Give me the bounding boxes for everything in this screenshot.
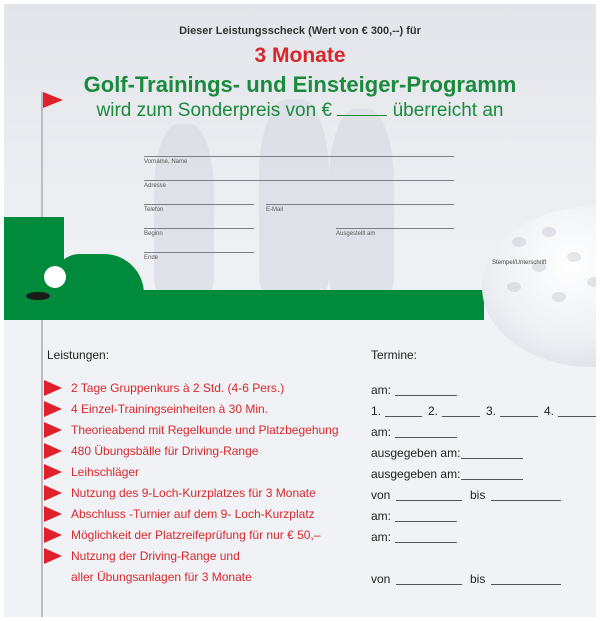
program-title: Golf-Trainings- und Einsteiger-Programm xyxy=(83,72,517,97)
date-blank[interactable] xyxy=(395,437,457,438)
end-label: Ende xyxy=(144,255,159,261)
duration-title: 3 Monate xyxy=(254,44,346,67)
address-label: Adresse xyxy=(144,183,167,189)
date-blank[interactable] xyxy=(396,500,462,501)
email-line[interactable] xyxy=(266,204,454,205)
name-label: Vorname, Name xyxy=(144,159,188,165)
date-am-label: am: xyxy=(371,509,392,523)
dates-heading: Termine: xyxy=(371,348,418,362)
voucher-card xyxy=(4,4,596,617)
golf-green-band xyxy=(4,290,484,320)
arrow-icon xyxy=(44,443,62,459)
service-item: 4 Einzel-Trainingseinheiten à 30 Min. xyxy=(71,402,268,416)
date-blank[interactable] xyxy=(491,584,561,585)
golf-flag-icon xyxy=(43,92,63,108)
date-blank[interactable] xyxy=(558,416,596,417)
price-line xyxy=(4,100,596,122)
arrow-icon xyxy=(44,380,62,396)
arrow-icon xyxy=(44,422,62,438)
session-number: 1. xyxy=(371,404,382,418)
stamp-signature-label: Stempel/Unterschrift xyxy=(492,260,547,266)
service-item: aller Übungsanlagen für 3 Monate xyxy=(71,570,252,584)
date-blank[interactable] xyxy=(395,542,457,543)
end-line[interactable] xyxy=(144,252,254,253)
arrow-icon xyxy=(44,401,62,417)
ghost-figure xyxy=(329,109,394,294)
session-number: 3. xyxy=(486,404,497,418)
date-am-label: am: xyxy=(371,383,392,397)
price-line-prefix: wird zum Sonderpreis von € xyxy=(96,100,333,121)
ghost-figure xyxy=(259,99,329,294)
date-am-label: am: xyxy=(371,530,392,544)
date-blank[interactable] xyxy=(491,500,561,501)
to-label: bis xyxy=(470,572,486,586)
service-item: Leihschläger xyxy=(71,465,140,479)
date-blank[interactable] xyxy=(395,521,457,522)
issued-label: ausgegeben am: xyxy=(371,446,461,460)
issued-label: ausgegeben am: xyxy=(371,467,461,481)
service-item: 480 Übungsbälle für Driving-Range xyxy=(71,444,259,458)
issued-line[interactable] xyxy=(336,228,454,229)
golf-hole-icon xyxy=(44,266,66,288)
flag-pole xyxy=(41,92,43,617)
arrow-icon xyxy=(44,506,62,522)
date-am-label: am: xyxy=(371,425,392,439)
session-number: 2. xyxy=(428,404,439,418)
service-item: 2 Tage Gruppenkurs à 2 Std. (4-6 Pers.) xyxy=(71,381,285,395)
price-line-suffix: überreicht an xyxy=(392,100,504,121)
date-blank[interactable] xyxy=(396,584,462,585)
service-item: Nutzung des 9-Loch-Kurzplatzes für 3 Monate xyxy=(71,486,316,500)
date-blank[interactable] xyxy=(442,416,480,417)
to-label: bis xyxy=(470,488,486,502)
session-number: 4. xyxy=(544,404,555,418)
from-label: von xyxy=(371,488,391,502)
email-label: E-Mail xyxy=(266,207,284,213)
phone-line[interactable] xyxy=(144,204,254,205)
price-blank[interactable] xyxy=(337,101,387,116)
date-blank[interactable] xyxy=(461,458,523,459)
date-blank[interactable] xyxy=(461,479,523,480)
arrow-icon xyxy=(44,485,62,501)
golf-cup-icon xyxy=(26,292,50,300)
service-item: Theorieabend mit Regelkunde und Platzbegehung xyxy=(71,423,339,437)
name-line[interactable] xyxy=(144,156,454,157)
voucher-value-line: Dieser Leistungsscheck (Wert von € 300,--) für xyxy=(179,25,421,37)
issued-label: Ausgestellt am xyxy=(336,231,376,237)
service-item: Möglichkeit der Platzreifeprüfung für nur € 50,– xyxy=(71,528,321,542)
start-line[interactable] xyxy=(144,228,254,229)
date-blank[interactable] xyxy=(395,395,457,396)
arrow-icon xyxy=(44,548,62,564)
start-label: Beginn xyxy=(144,231,163,237)
phone-label: Telefon xyxy=(144,207,164,213)
service-item: Nutzung der Driving-Range und xyxy=(71,549,240,563)
arrow-icon xyxy=(44,527,62,543)
date-blank[interactable] xyxy=(500,416,538,417)
services-heading: Leistungen: xyxy=(47,348,110,362)
from-label: von xyxy=(371,572,391,586)
date-blank[interactable] xyxy=(385,416,422,417)
address-line[interactable] xyxy=(144,180,454,181)
arrow-icon xyxy=(44,464,62,480)
service-item: Abschluss -Turnier auf dem 9- Loch-Kurzplatz xyxy=(71,507,315,521)
